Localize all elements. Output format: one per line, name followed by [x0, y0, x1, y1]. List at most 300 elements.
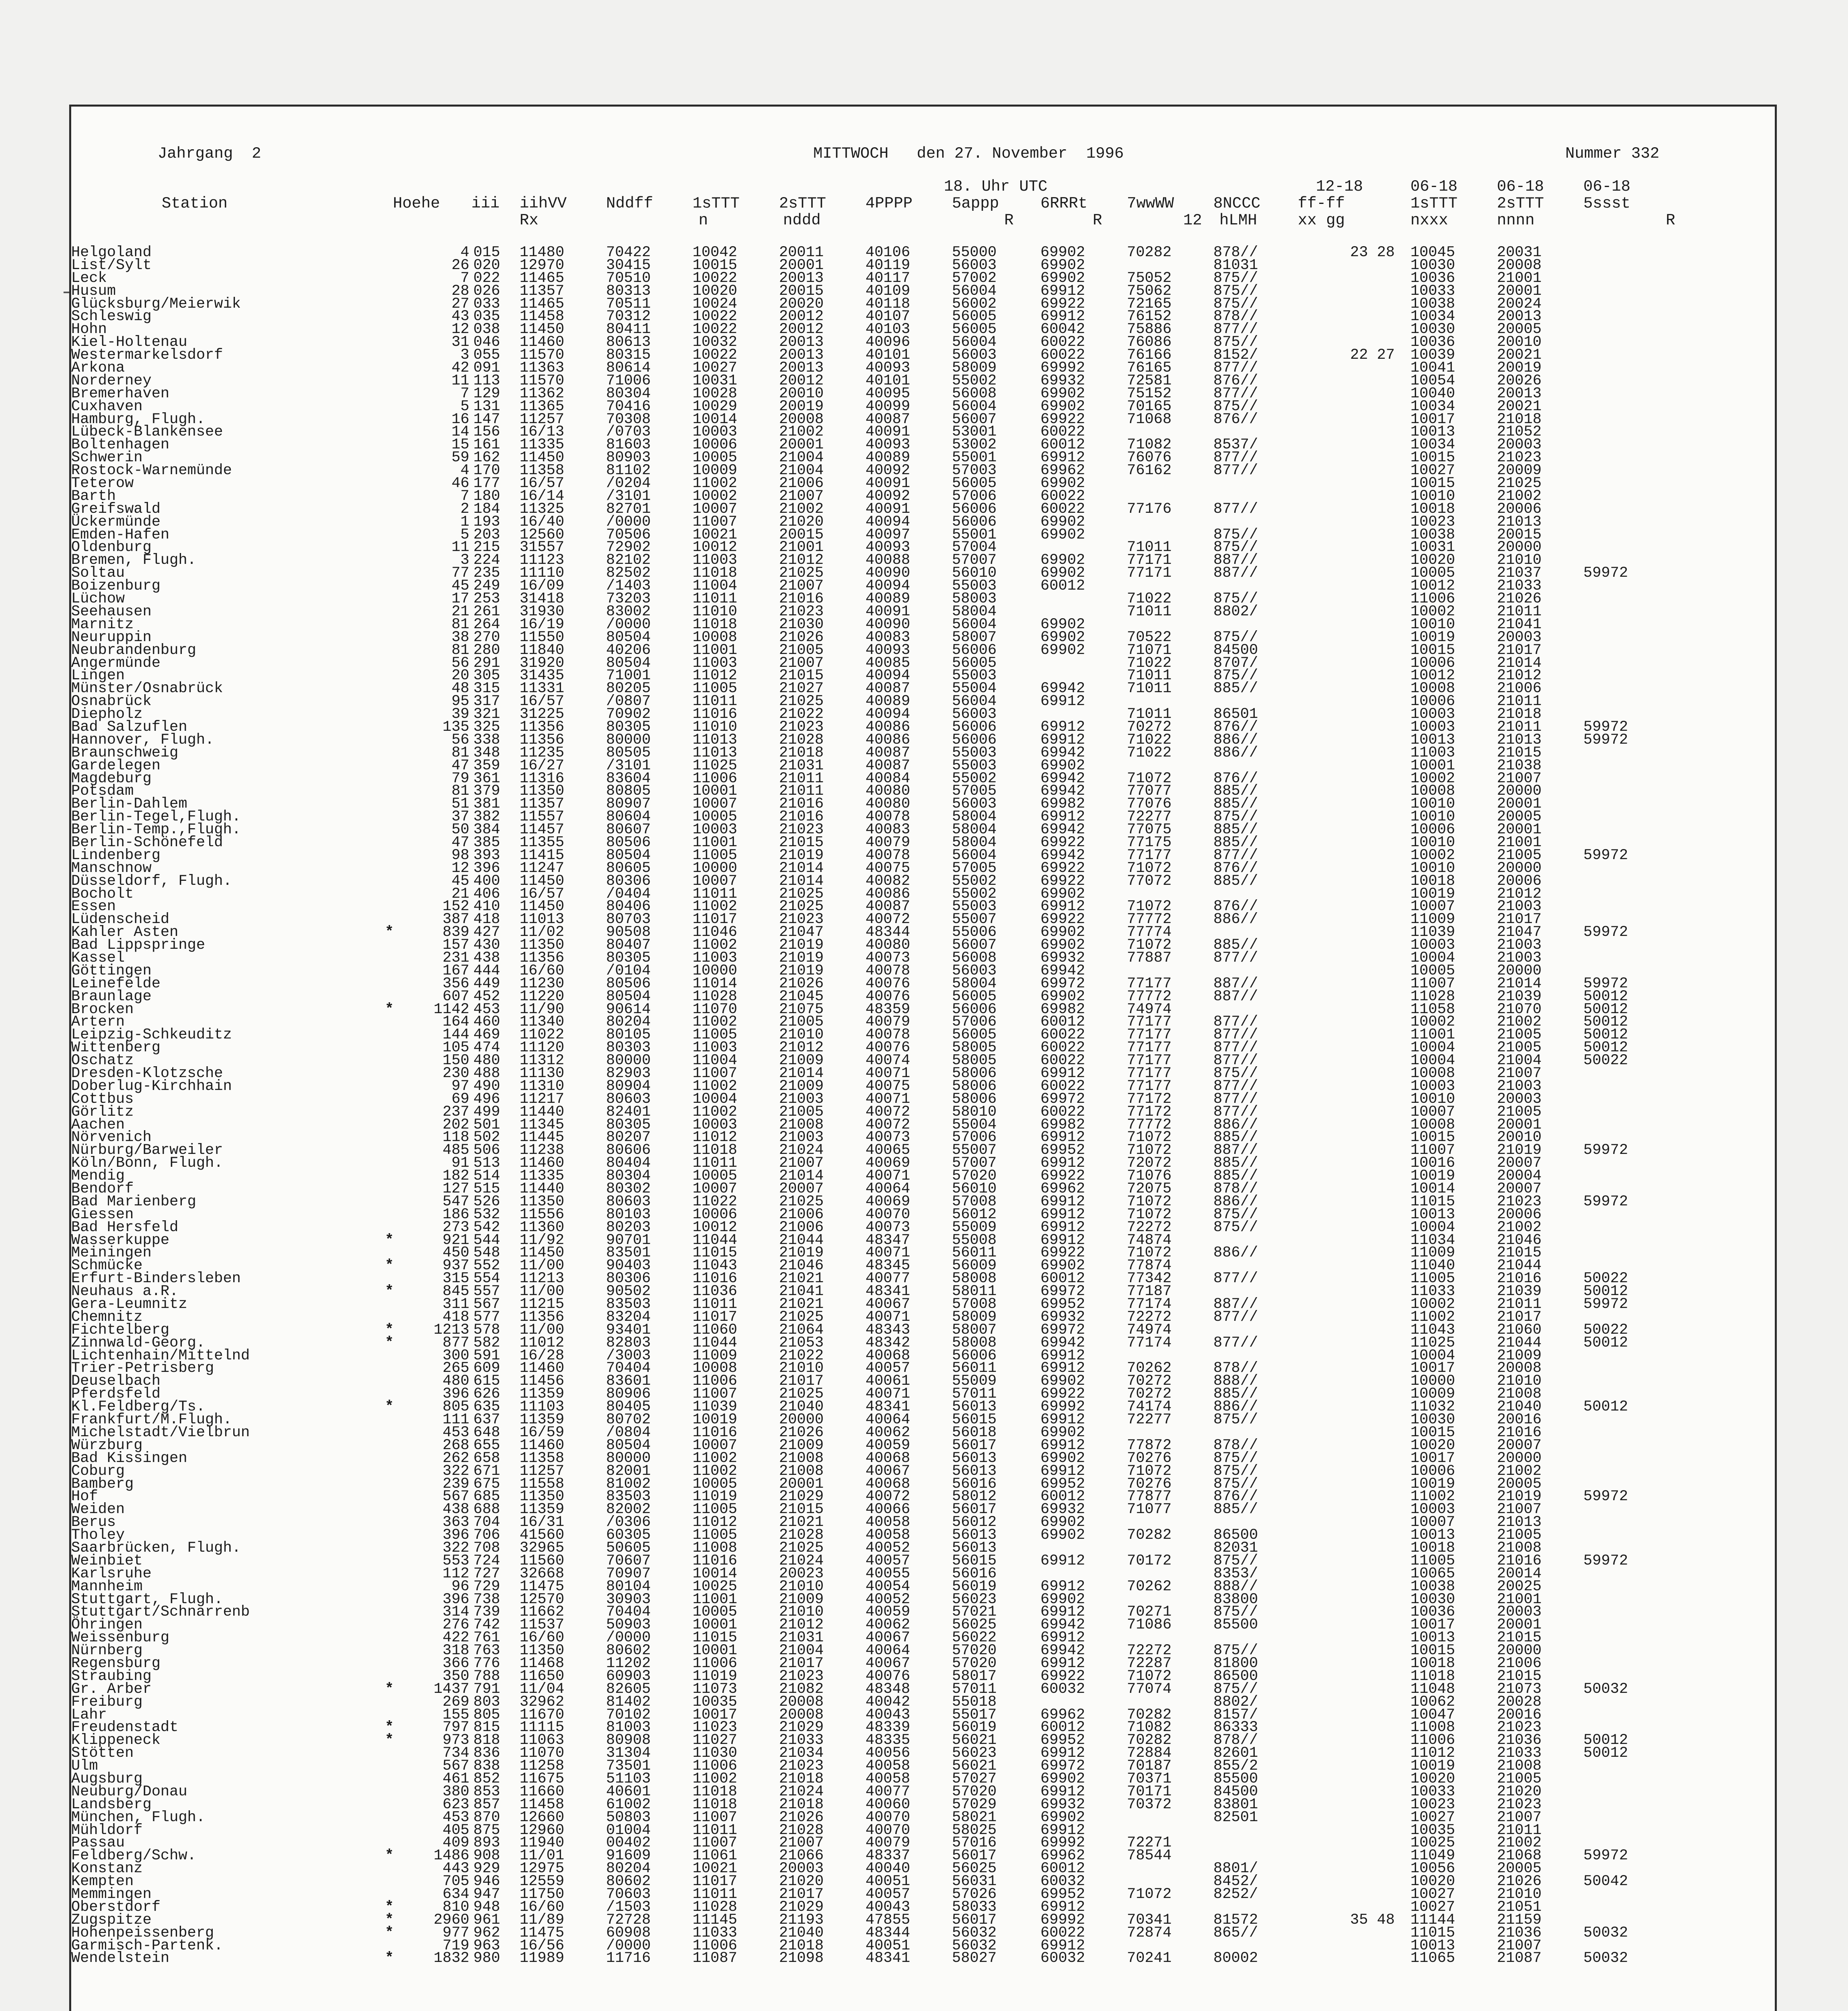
cell: 150 — [442, 1052, 469, 1069]
cell: 11120 — [520, 1039, 565, 1057]
header-6rrrt-sub: R — [1093, 212, 1102, 229]
cell: 21015 — [1497, 1629, 1542, 1647]
cell: 69992 — [1040, 1398, 1085, 1416]
cell: 69922 — [1040, 911, 1085, 928]
cell: 69992 — [1040, 1834, 1085, 1852]
cell: 164 — [442, 1014, 469, 1031]
cell: 10007 — [693, 1180, 738, 1198]
cell: 350 — [442, 1668, 469, 1685]
cell: 887// — [1213, 565, 1258, 582]
cell: 480 — [473, 1052, 500, 1069]
cell: 21037 — [1497, 565, 1542, 582]
header-iii: iii — [471, 195, 500, 212]
cell: 69942 — [1040, 1616, 1085, 1634]
station-name: Lichtenhain/Mittelnd — [71, 1347, 250, 1364]
cell: 90403 — [606, 1257, 651, 1275]
cell: 80903 — [606, 449, 651, 467]
station-name: Ückermünde — [71, 513, 161, 531]
header-station: Station — [162, 195, 228, 212]
cell: 11007 — [693, 513, 738, 531]
cell: 69962 — [1040, 1706, 1085, 1723]
cell: 10001 — [693, 1642, 738, 1659]
cell: 11001 — [693, 1591, 738, 1608]
station-name: Weiden — [71, 1501, 125, 1518]
cell: 111 — [442, 1411, 469, 1429]
cell: 739 — [473, 1604, 500, 1621]
cell: 980 — [473, 1950, 500, 1967]
cell: 59972 — [1583, 565, 1628, 582]
cell: * — [385, 1924, 394, 1941]
cell: 40080 — [865, 783, 911, 800]
cell: 877// — [1213, 449, 1258, 467]
cell: 71086 — [1127, 1616, 1172, 1634]
cell: 56016 — [952, 1475, 997, 1493]
cell: 16/19 — [520, 616, 565, 633]
cell: 20003 — [1497, 436, 1542, 454]
cell: 40090 — [865, 565, 911, 582]
cell: 40043 — [865, 1898, 911, 1916]
cell: 56003 — [952, 347, 997, 364]
cell: 21010 — [779, 1360, 824, 1377]
cell: 72581 — [1127, 372, 1172, 389]
cell: 40056 — [865, 1745, 911, 1762]
cell: 77177 — [1127, 1026, 1172, 1044]
cell: 21024 — [779, 1783, 824, 1800]
cell: 499 — [473, 1103, 500, 1121]
cell: 81 — [451, 783, 469, 800]
cell: 40101 — [865, 372, 911, 389]
cell: 80606 — [606, 1142, 651, 1159]
cell: 55002 — [952, 872, 997, 890]
station-name: Bad Kissingen — [71, 1450, 187, 1467]
cell: 11006 — [693, 1373, 738, 1390]
cell: 10012 — [693, 1219, 738, 1236]
cell: 291 — [473, 654, 500, 672]
cell: 69902 — [1040, 1809, 1085, 1826]
cell: 10006 — [1410, 821, 1455, 839]
cell: 203 — [473, 526, 500, 543]
station-name: Garmisch-Partenk. — [71, 1937, 223, 1954]
cell: 21007 — [779, 1155, 824, 1172]
cell: 21008 — [779, 1450, 824, 1467]
cell: 10027 — [1410, 1809, 1455, 1826]
cell: 71011 — [1127, 667, 1172, 685]
cell: 58006 — [952, 1065, 997, 1082]
cell: 21098 — [779, 1950, 824, 1967]
cell: 877// — [1213, 1090, 1258, 1108]
cell: 474 — [473, 1039, 500, 1057]
cell: 11662 — [520, 1604, 565, 1621]
cell: 20001 — [1497, 282, 1542, 300]
cell: 60012 — [1040, 1860, 1085, 1877]
station-name: Saarbrücken, Flugh. — [71, 1539, 241, 1557]
cell: 42 — [451, 360, 469, 377]
cell: 11465 — [520, 269, 565, 287]
cell: 56004 — [952, 693, 997, 710]
cell: 60022 — [1040, 1103, 1085, 1121]
station-name: Klippeneck — [71, 1732, 161, 1749]
station-name: Würzburg — [71, 1437, 143, 1454]
cell: 70312 — [606, 308, 651, 325]
cell: 69912 — [1040, 1629, 1085, 1647]
cell: 363 — [442, 1514, 469, 1531]
cell: 40070 — [865, 1206, 911, 1223]
cell: 20031 — [1497, 244, 1542, 261]
cell: 10062 — [1410, 1693, 1455, 1711]
cell: 11017 — [693, 911, 738, 928]
station-name: Straubing — [71, 1668, 152, 1685]
cell: 21041 — [1497, 616, 1542, 633]
cell: 16 — [451, 411, 469, 428]
station-name: Weissenburg — [71, 1629, 170, 1647]
cell: 20008 — [779, 1706, 824, 1723]
cell: 21005 — [1497, 847, 1542, 864]
header-1sttt-b-sub: nxxx — [1410, 212, 1448, 229]
cell: 21015 — [779, 667, 824, 685]
cell: 32962 — [520, 1693, 565, 1711]
cell: 21034 — [779, 1745, 824, 1762]
cell: 50012 — [1583, 988, 1628, 1005]
station-name: Boizenburg — [71, 578, 161, 595]
cell: 738 — [473, 1591, 500, 1608]
cell: 21006 — [1497, 680, 1542, 697]
cell: 70341 — [1127, 1911, 1172, 1929]
cell: 10013 — [1410, 731, 1455, 748]
cell: 855/2 — [1213, 1758, 1258, 1775]
cell: 567 — [442, 1488, 469, 1505]
cell: 21044 — [1497, 1334, 1542, 1351]
cell: 69912 — [1040, 808, 1085, 826]
cell: 20000 — [1497, 962, 1542, 979]
cell: 11/00 — [520, 1283, 565, 1300]
cell: 10006 — [1410, 654, 1455, 672]
station-name: Leck — [71, 269, 107, 287]
cell: 40054 — [865, 1578, 911, 1595]
cell: 20012 — [779, 308, 824, 325]
header-ff-ff-sub: xx gg — [1298, 212, 1345, 229]
cell: 21 — [451, 885, 469, 903]
cell: 21044 — [779, 1232, 824, 1249]
cell: 70282 — [1127, 1527, 1172, 1544]
cell: 77177 — [1127, 1077, 1172, 1095]
cell: 11007 — [693, 1809, 738, 1826]
cell: 11004 — [693, 578, 738, 595]
station-name: Kiel-Holtenau — [71, 334, 187, 351]
cell: 10015 — [693, 257, 738, 274]
cell: 56023 — [952, 1591, 997, 1608]
station-name: Tholey — [71, 1527, 125, 1544]
cell: 20001 — [1497, 821, 1542, 839]
cell: 55003 — [952, 757, 997, 774]
cell: 11359 — [520, 1411, 565, 1429]
station-name: Artern — [71, 1014, 125, 1031]
cell: 10034 — [1410, 436, 1455, 454]
cell: 20008 — [1497, 1360, 1542, 1377]
cell: 1142 — [434, 1001, 469, 1018]
cell: 59972 — [1583, 847, 1628, 864]
cell: 10002 — [693, 487, 738, 505]
cell: 70272 — [1127, 1386, 1172, 1403]
cell: 21029 — [779, 1898, 824, 1916]
cell: 17 — [451, 590, 469, 608]
cell: 269 — [442, 1693, 469, 1711]
cell: 10000 — [1410, 1373, 1455, 1390]
header-hoehe: Hoehe — [393, 195, 440, 212]
cell: 609 — [473, 1360, 500, 1377]
cell: 48 — [451, 680, 469, 697]
cell: 11025 — [693, 757, 738, 774]
cell: 875// — [1213, 526, 1258, 543]
cell: 506 — [473, 1142, 500, 1159]
station-name: Cuxhaven — [71, 398, 143, 415]
cell: 427 — [473, 924, 500, 941]
cell: 11004 — [693, 1052, 738, 1069]
cell: 86500 — [1213, 1668, 1258, 1685]
cell: 10010 — [1410, 487, 1455, 505]
cell: 77177 — [1127, 1065, 1172, 1082]
cell: 58008 — [952, 1334, 997, 1351]
cell: 86501 — [1213, 706, 1258, 723]
cell: 81031 — [1213, 257, 1258, 274]
cell: 40058 — [865, 1770, 911, 1787]
cell: 69912 — [1040, 1604, 1085, 1621]
station-name: Aachen — [71, 1116, 125, 1133]
cell: 80602 — [606, 1642, 651, 1659]
cell: 56009 — [952, 1257, 997, 1275]
cell: 57021 — [952, 1604, 997, 1621]
cell: 314 — [442, 1604, 469, 1621]
cell: 56012 — [952, 1206, 997, 1223]
cell: 56003 — [952, 257, 997, 274]
station-name: Essen — [71, 898, 116, 915]
cell: 40080 — [865, 937, 911, 954]
cell: 875// — [1213, 334, 1258, 351]
cell: 40086 — [865, 885, 911, 903]
cell: 10006 — [693, 436, 738, 454]
cell: 16/40 — [520, 513, 565, 531]
station-name: Neuhaus a.R. — [71, 1283, 179, 1300]
station-name: Kahler Asten — [71, 924, 179, 941]
cell: 69912 — [1040, 1232, 1085, 1249]
cell: 40099 — [865, 398, 911, 415]
cell: 20006 — [1497, 1206, 1542, 1223]
cell: 21066 — [779, 1847, 824, 1865]
cell: 55009 — [952, 1219, 997, 1236]
cell: 31225 — [520, 706, 565, 723]
station-name: Bendorf — [71, 1180, 134, 1198]
cell: 69942 — [1040, 962, 1085, 979]
cell: 11003 — [693, 552, 738, 569]
cell: /0404 — [606, 885, 651, 903]
cell: 80407 — [606, 937, 651, 954]
cell: 20006 — [1497, 872, 1542, 890]
cell: 69932 — [1040, 1796, 1085, 1813]
cell: 69902 — [1040, 937, 1085, 954]
cell: 21023 — [1497, 449, 1542, 467]
cell: 21028 — [779, 1527, 824, 1544]
cell: 885// — [1213, 796, 1258, 813]
cell: 10014 — [693, 411, 738, 428]
cell: 875// — [1213, 1450, 1258, 1467]
cell: 56021 — [952, 1758, 997, 1775]
cell: 20013 — [779, 334, 824, 351]
cell: 239 — [442, 1475, 469, 1493]
cell: 82502 — [606, 565, 651, 582]
cell: 11235 — [520, 744, 565, 761]
cell: 382 — [473, 808, 500, 826]
cell: 10004 — [693, 1090, 738, 1108]
cell: 60022 — [1040, 1026, 1085, 1044]
cell: 56017 — [952, 1501, 997, 1518]
cell: 156 — [473, 424, 500, 441]
cell: * — [385, 1257, 394, 1275]
cell: 542 — [473, 1219, 500, 1236]
cell: 80304 — [606, 385, 651, 402]
cell: 908 — [473, 1847, 500, 1865]
cell: 21025 — [779, 898, 824, 915]
cell: 21001 — [1497, 1591, 1542, 1608]
cell: 80404 — [606, 1155, 651, 1172]
cell: 805 — [442, 1398, 469, 1416]
cell: 69902 — [1040, 1424, 1085, 1441]
cell: 80908 — [606, 1732, 651, 1749]
cell: 40106 — [865, 244, 911, 261]
cell: 72874 — [1127, 1924, 1172, 1941]
cell: 80302 — [606, 1180, 651, 1198]
cell: 50903 — [606, 1616, 651, 1634]
cell: 675 — [473, 1475, 500, 1493]
cell: 76166 — [1127, 347, 1172, 364]
cell: /0000 — [606, 1629, 651, 1647]
cell: 56005 — [952, 475, 997, 492]
cell: 71072 — [1127, 1668, 1172, 1685]
cell: 10024 — [693, 295, 738, 313]
cell: 21006 — [779, 1206, 824, 1223]
cell: 11049 — [1410, 1847, 1455, 1865]
cell: 10007 — [693, 1437, 738, 1454]
cell: 11003 — [693, 949, 738, 966]
cell: 70907 — [606, 1565, 651, 1582]
cell: 11009 — [1410, 1244, 1455, 1262]
station-name: Hof — [71, 1488, 98, 1505]
cell: 11450 — [520, 1244, 565, 1262]
cell: 40093 — [865, 360, 911, 377]
cell: 70510 — [606, 269, 651, 287]
cell: 70371 — [1127, 1770, 1172, 1787]
cell: 40071 — [865, 1308, 911, 1326]
cell: 875// — [1213, 269, 1258, 287]
cell: 21159 — [1497, 1911, 1542, 1929]
cell: 21018 — [779, 1937, 824, 1954]
cell: 69952 — [1040, 1475, 1085, 1493]
station-name: Arkona — [71, 360, 125, 377]
cell: 878// — [1213, 308, 1258, 325]
cell: 32668 — [520, 1565, 565, 1582]
cell: 033 — [473, 295, 500, 313]
cell: 80411 — [606, 321, 651, 338]
cell: 21010 — [779, 1604, 824, 1621]
cell: 40070 — [865, 1809, 911, 1826]
station-name: Braunlage — [71, 988, 152, 1005]
cell: 20015 — [779, 526, 824, 543]
cell: 797 — [442, 1719, 469, 1736]
cell: 10065 — [1410, 1565, 1455, 1582]
cell: * — [385, 1001, 394, 1018]
cell: 40066 — [865, 1501, 911, 1518]
cell: 21007 — [779, 578, 824, 595]
cell: 21014 — [1497, 654, 1542, 672]
station-name: Oldenburg — [71, 539, 152, 556]
cell: 72902 — [606, 539, 651, 556]
cell: 729 — [473, 1578, 500, 1595]
cell: 71077 — [1127, 1501, 1172, 1518]
cell: 268 — [442, 1437, 469, 1454]
cell: 11002 — [1410, 1488, 1455, 1505]
station-name: Freudenstadt — [71, 1719, 179, 1736]
cell: 40079 — [865, 1014, 911, 1031]
cell: 21023 — [779, 718, 824, 736]
cell: 11001 — [1410, 1026, 1455, 1044]
cell: 11016 — [693, 1424, 738, 1441]
cell: 40059 — [865, 1604, 911, 1621]
cell: 875// — [1213, 282, 1258, 300]
cell: 127 — [442, 1180, 469, 1198]
cell: 885// — [1213, 1501, 1258, 1518]
cell: 10025 — [1410, 1834, 1455, 1852]
cell: 11015 — [693, 1629, 738, 1647]
cell: 7 — [460, 269, 469, 287]
cell: 877// — [1213, 462, 1258, 479]
cell: 10018 — [1410, 1539, 1455, 1557]
cell: 77174 — [1127, 1334, 1172, 1351]
cell: 83503 — [606, 1296, 651, 1313]
cell: 10007 — [1410, 1514, 1455, 1531]
cell: 21025 — [779, 885, 824, 903]
cell: 184 — [473, 500, 500, 518]
cell: 56017 — [952, 1911, 997, 1929]
cell: 8157/ — [1213, 1706, 1258, 1723]
cell: 11450 — [520, 321, 565, 338]
cell: 71071 — [1127, 642, 1172, 659]
station-name: Oberstdorf — [71, 1898, 161, 1916]
cell: 50022 — [1583, 1321, 1628, 1339]
cell: 10004 — [1410, 949, 1455, 966]
cell: 40118 — [865, 295, 911, 313]
cell: 77075 — [1127, 821, 1172, 839]
cell: 8152/ — [1213, 347, 1258, 364]
cell: 20021 — [1497, 398, 1542, 415]
station-name: Rostock-Warnemünde — [71, 462, 232, 479]
cell: 91609 — [606, 1847, 651, 1865]
cell: 80504 — [606, 1437, 651, 1454]
cell: 21006 — [779, 1219, 824, 1236]
cell: 69942 — [1040, 744, 1085, 761]
cell: 57027 — [952, 1770, 997, 1787]
cell: 21023 — [779, 821, 824, 839]
cell: 72272 — [1127, 1308, 1172, 1326]
cell: 10004 — [1410, 1052, 1455, 1069]
cell: 69902 — [1040, 513, 1085, 531]
cell: 11010 — [693, 718, 738, 736]
cell: 80203 — [606, 1219, 651, 1236]
cell: 69982 — [1040, 796, 1085, 813]
station-name: Westermarkelsdorf — [71, 347, 223, 364]
cell: 77887 — [1127, 949, 1172, 966]
cell: 10002 — [1410, 1014, 1455, 1031]
cell: 21087 — [1497, 1950, 1542, 1967]
cell: 11316 — [520, 770, 565, 787]
cell: 21033 — [779, 1732, 824, 1749]
